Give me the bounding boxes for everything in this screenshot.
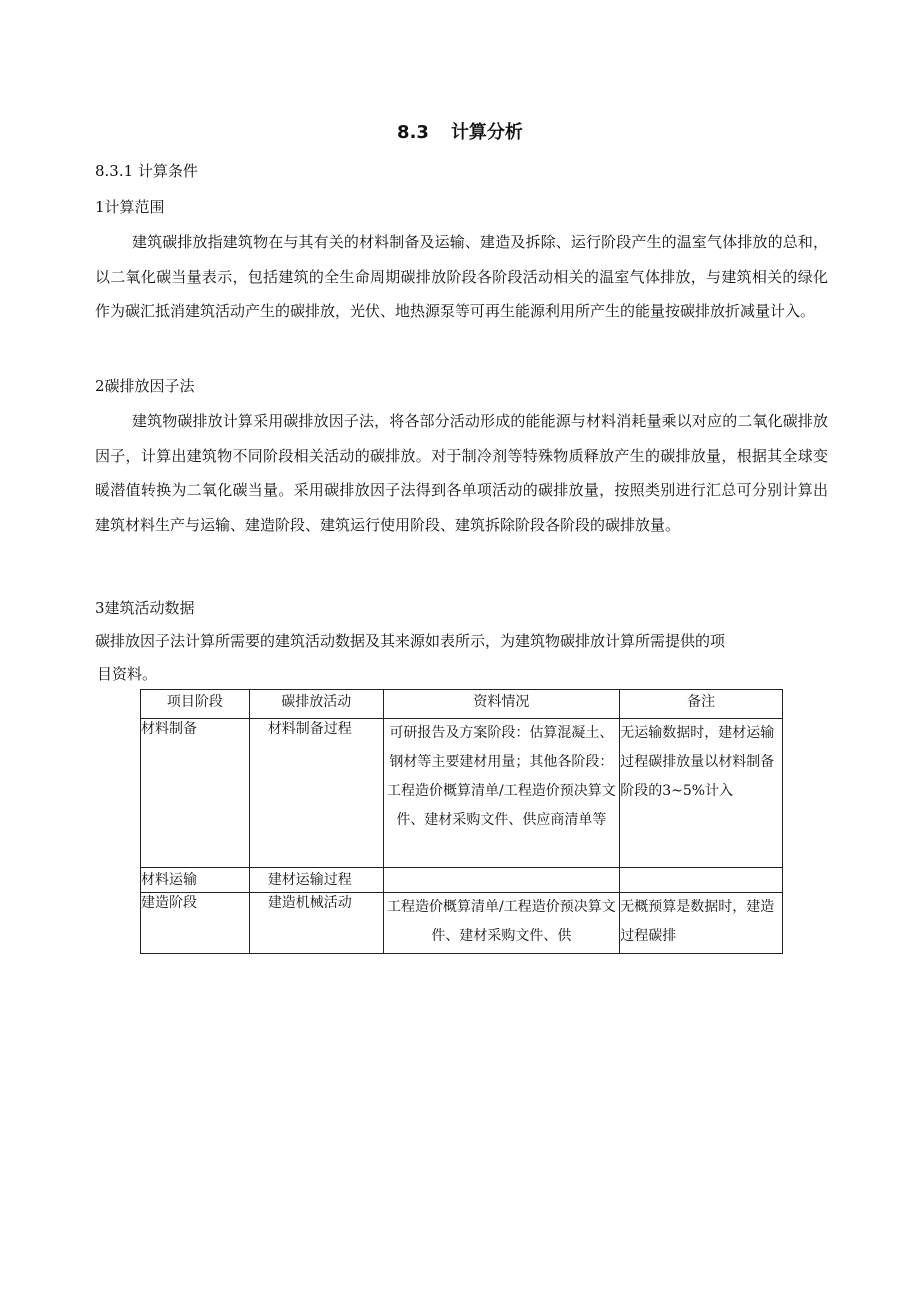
cell-info: 可研报告及方案阶段：估算混凝土、钢材等主要建材用量；其他各阶段：工程造价概算清单/工程造价预决算文件、建材采购文件、供应商清单等 (383, 719, 620, 868)
cell-info: 工程造价概算清单/工程造价预决算文件、建材采购文件、供 (383, 893, 620, 954)
section-title-text: 计算分析 (450, 122, 523, 143)
header-stage: 项目阶段 (141, 690, 250, 719)
cell-note (620, 868, 783, 893)
header-info: 资料情况 (383, 690, 620, 719)
header-note: 备注 (620, 690, 783, 719)
paragraph-scope: 建筑碳排放指建筑物在与其有关的材料制备及运输、建造及拆除、运行阶段产生的温室气体排放的总和，以二氧化碳当量表示，包括建筑的全生命周期碳排放阶段各阶段活动相关的温室气体排放，与建筑相关的绿化作为碳汇抵消建筑活动产生的碳排放，光伏、地热源泵等可再生能源利用所产生的能量按碳排放折减量计入。 (95, 233, 828, 320)
cell-note: 无运输数据时，建材运输过程碳排放量以材料制备阶段的3~5%计入 (620, 719, 783, 868)
section-title (0, 118, 920, 144)
heading-activity-data: 3建筑活动数据 (95, 599, 195, 617)
paragraph-factor-method: 建筑物碳排放计算采用碳排放因子法，将各部分活动形成的能能源与材料消耗量乘以对应的二氧化碳排放因子，计算出建筑物不同阶段相关活动的碳排放。对于制冷剂等特殊物质释放产生的碳排放量，根据其全球变暖潜值转换为二氧化碳当量。采用碳排放因子法得到各单项活动的碳排放量，按照类别进行汇总可分别计算出建筑材料生产与运输、建造阶段、建筑运行使用阶段、建筑拆除阶段各阶段的碳排放量。 (95, 412, 828, 534)
cell-activity: 建材运输过程 (249, 868, 383, 893)
cell-info (383, 868, 620, 893)
heading-scope: 1计算范围 (95, 198, 165, 216)
heading-factor-method: 2碳排放因子法 (95, 377, 195, 395)
cell-activity: 建造机械活动 (249, 893, 383, 954)
cell-stage: 建造阶段 (141, 893, 250, 954)
paragraph-activity-data (95, 625, 828, 691)
header-activity: 碳排放活动 (249, 690, 383, 719)
paragraph-activity-data-line2: 目资料。 (97, 665, 158, 683)
cell-stage: 材料运输 (141, 868, 250, 893)
cell-note: 无概预算是数据时，建造过程碳排 (620, 893, 783, 954)
activity-data-table (140, 689, 783, 954)
paragraph-activity-data-line1: 碳排放因子法计算所需要的建筑活动数据及其来源如表所示，为建筑物碳排放计算所需提供的项 (95, 632, 726, 650)
section-number: 8.3 (397, 122, 429, 143)
table-row (141, 868, 783, 893)
table-row (141, 719, 783, 868)
table-row (141, 893, 783, 954)
subsection-heading: 8.3.1 计算条件 (95, 162, 198, 180)
table-header-row (141, 690, 783, 719)
cell-activity: 材料制备过程 (249, 719, 383, 868)
cell-stage: 材料制备 (141, 719, 250, 868)
